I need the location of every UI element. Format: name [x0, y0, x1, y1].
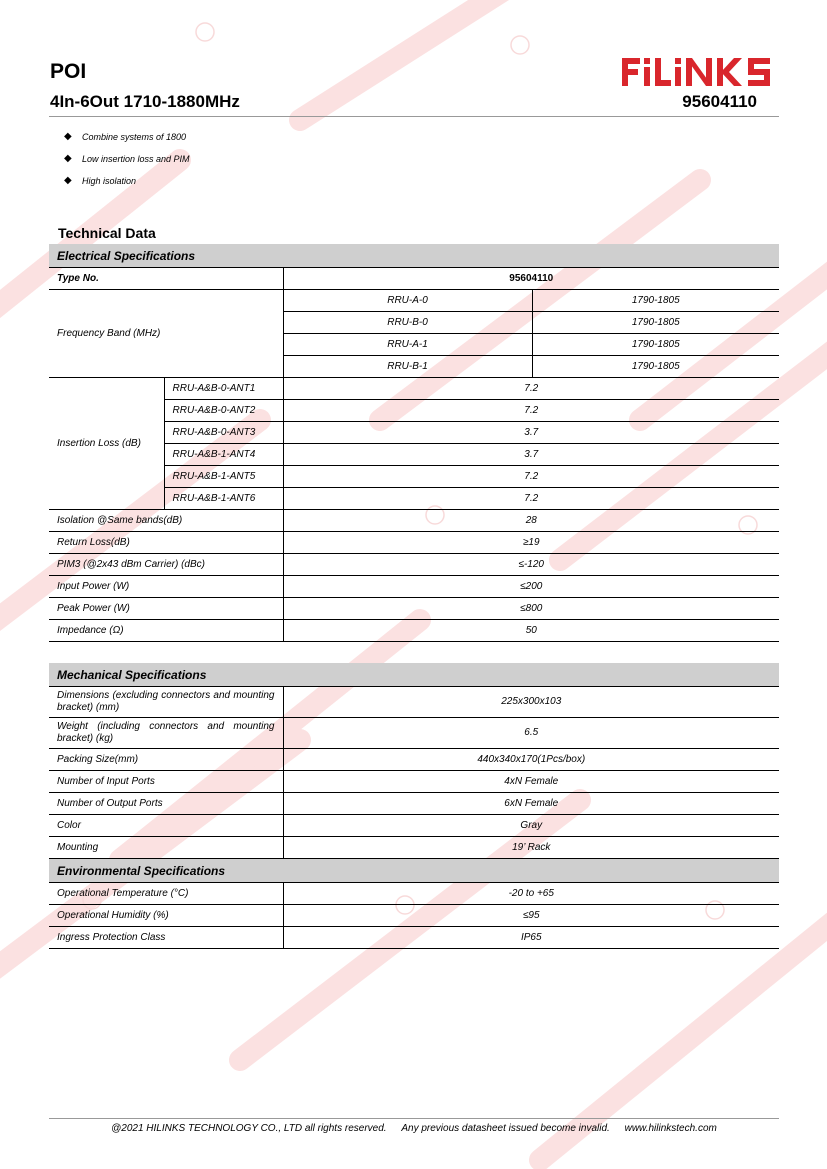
spec-label: Impedance (Ω): [49, 620, 283, 642]
spec-label: Mounting: [49, 837, 283, 859]
freq-value: 1790-1805: [532, 312, 779, 334]
spec-label: Isolation @Same bands(dB): [49, 510, 283, 532]
spec-value: 19’ Rack: [283, 837, 779, 859]
header-divider: [49, 116, 779, 117]
page-title: POI: [50, 60, 87, 83]
spec-value: 6.5: [283, 718, 779, 749]
spec-label: Return Loss(dB): [49, 532, 283, 554]
spec-label: Operational Temperature (°C): [49, 883, 283, 905]
table-row: [49, 815, 779, 837]
electrical-spec-table: [49, 244, 779, 642]
table-row: [49, 883, 779, 905]
table-row: [49, 268, 779, 290]
table-row: [49, 793, 779, 815]
spec-label: Number of Output Ports: [49, 793, 283, 815]
mechanical-spec-table: [49, 663, 779, 949]
footer-website[interactable]: www.hilinkstech.com: [624, 1123, 717, 1134]
type-label: Type No.: [49, 268, 283, 290]
product-subtitle: 4In-6Out 1710-1880MHz: [50, 92, 240, 111]
freq-port: RRU-A-1: [283, 334, 532, 356]
part-number: 95604110: [682, 92, 757, 111]
table-row: [49, 510, 779, 532]
freq-port: RRU-A-0: [283, 290, 532, 312]
il-path: RRU-A&B-1-ANT5: [164, 466, 283, 488]
freq-port: RRU-B-0: [283, 312, 532, 334]
table-row: [49, 687, 779, 718]
type-value: 95604110: [283, 268, 779, 290]
spec-value: 50: [283, 620, 779, 642]
table-row: [49, 927, 779, 949]
il-value: 7.2: [283, 466, 779, 488]
il-value: 3.7: [283, 444, 779, 466]
feature-list: [64, 130, 190, 196]
spec-value: 440x340x170(1Pcs/box): [283, 749, 779, 771]
footer: [49, 1123, 779, 1134]
spec-value: ≤95: [283, 905, 779, 927]
table-row: [49, 576, 779, 598]
il-value: 7.2: [283, 488, 779, 510]
table-row: [49, 905, 779, 927]
table-row: [49, 290, 779, 312]
section-title: Mechanical Specifications: [49, 663, 779, 687]
il-path: RRU-A&B-1-ANT4: [164, 444, 283, 466]
freq-value: 1790-1805: [532, 290, 779, 312]
table-row: [49, 771, 779, 793]
table-row: [49, 837, 779, 859]
spec-value: ≥19: [283, 532, 779, 554]
spec-label: Input Power (W): [49, 576, 283, 598]
freq-label: Frequency Band (MHz): [49, 290, 283, 378]
spec-label: PIM3 (@2x43 dBm Carrier) (dBc): [49, 554, 283, 576]
insertion-loss-label: Insertion Loss (dB): [49, 378, 164, 510]
spec-value: 225x300x103: [283, 687, 779, 718]
table-row: [49, 378, 779, 400]
technical-data-heading: Technical Data: [58, 225, 156, 241]
table-row: [49, 532, 779, 554]
spec-label: Packing Size(mm): [49, 749, 283, 771]
section-title: Environmental Specifications: [49, 859, 779, 883]
il-path: RRU-A&B-1-ANT6: [164, 488, 283, 510]
table-row: [49, 620, 779, 642]
spec-label: Color: [49, 815, 283, 837]
feature-item: ◆ Combine systems of 1800: [64, 131, 187, 142]
il-path: RRU-A&B-0-ANT3: [164, 422, 283, 444]
diamond-bullet-icon: ◆: [64, 131, 72, 142]
spec-value: Gray: [283, 815, 779, 837]
il-path: RRU-A&B-0-ANT1: [164, 378, 283, 400]
hilinks-logo: [622, 55, 772, 89]
il-path: RRU-A&B-0-ANT2: [164, 400, 283, 422]
spec-value: ≤-120: [283, 554, 779, 576]
spec-value: 6xN Female: [283, 793, 779, 815]
feature-item: ◆ High isolation: [64, 175, 137, 186]
spec-label: Dimensions (excluding connectors and mounting bracket) (mm): [49, 687, 283, 718]
table-row: [49, 718, 779, 749]
spec-value: ≤800: [283, 598, 779, 620]
spec-value: IP65: [283, 927, 779, 949]
il-value: 7.2: [283, 400, 779, 422]
table-row: [49, 749, 779, 771]
spec-label: Operational Humidity (%): [49, 905, 283, 927]
footer-copyright: @2021 HILINKS TECHNOLOGY CO., LTD all rights reserved.: [111, 1123, 387, 1134]
footer-divider: [49, 1118, 779, 1119]
feature-item: ◆ Low insertion loss and PIM: [64, 153, 190, 164]
il-value: 7.2: [283, 378, 779, 400]
spec-value: 4xN Female: [283, 771, 779, 793]
spec-label: Number of Input Ports: [49, 771, 283, 793]
table-row: [49, 554, 779, 576]
spec-label: Ingress Protection Class: [49, 927, 283, 949]
freq-value: 1790-1805: [532, 334, 779, 356]
section-title: Electrical Specifications: [49, 244, 779, 268]
spec-label: Peak Power (W): [49, 598, 283, 620]
spec-label: Weight (including connectors and mounting bracket) (kg): [49, 718, 283, 749]
diamond-bullet-icon: ◆: [64, 153, 72, 164]
footer-notice: Any previous datasheet issued become invalid.: [401, 1123, 610, 1134]
freq-value: 1790-1805: [532, 356, 779, 378]
diamond-bullet-icon: ◆: [64, 175, 72, 186]
il-value: 3.7: [283, 422, 779, 444]
spec-value: ≤200: [283, 576, 779, 598]
freq-port: RRU-B-1: [283, 356, 532, 378]
table-row: [49, 598, 779, 620]
spec-value: 28: [283, 510, 779, 532]
spec-value: -20 to +65: [283, 883, 779, 905]
